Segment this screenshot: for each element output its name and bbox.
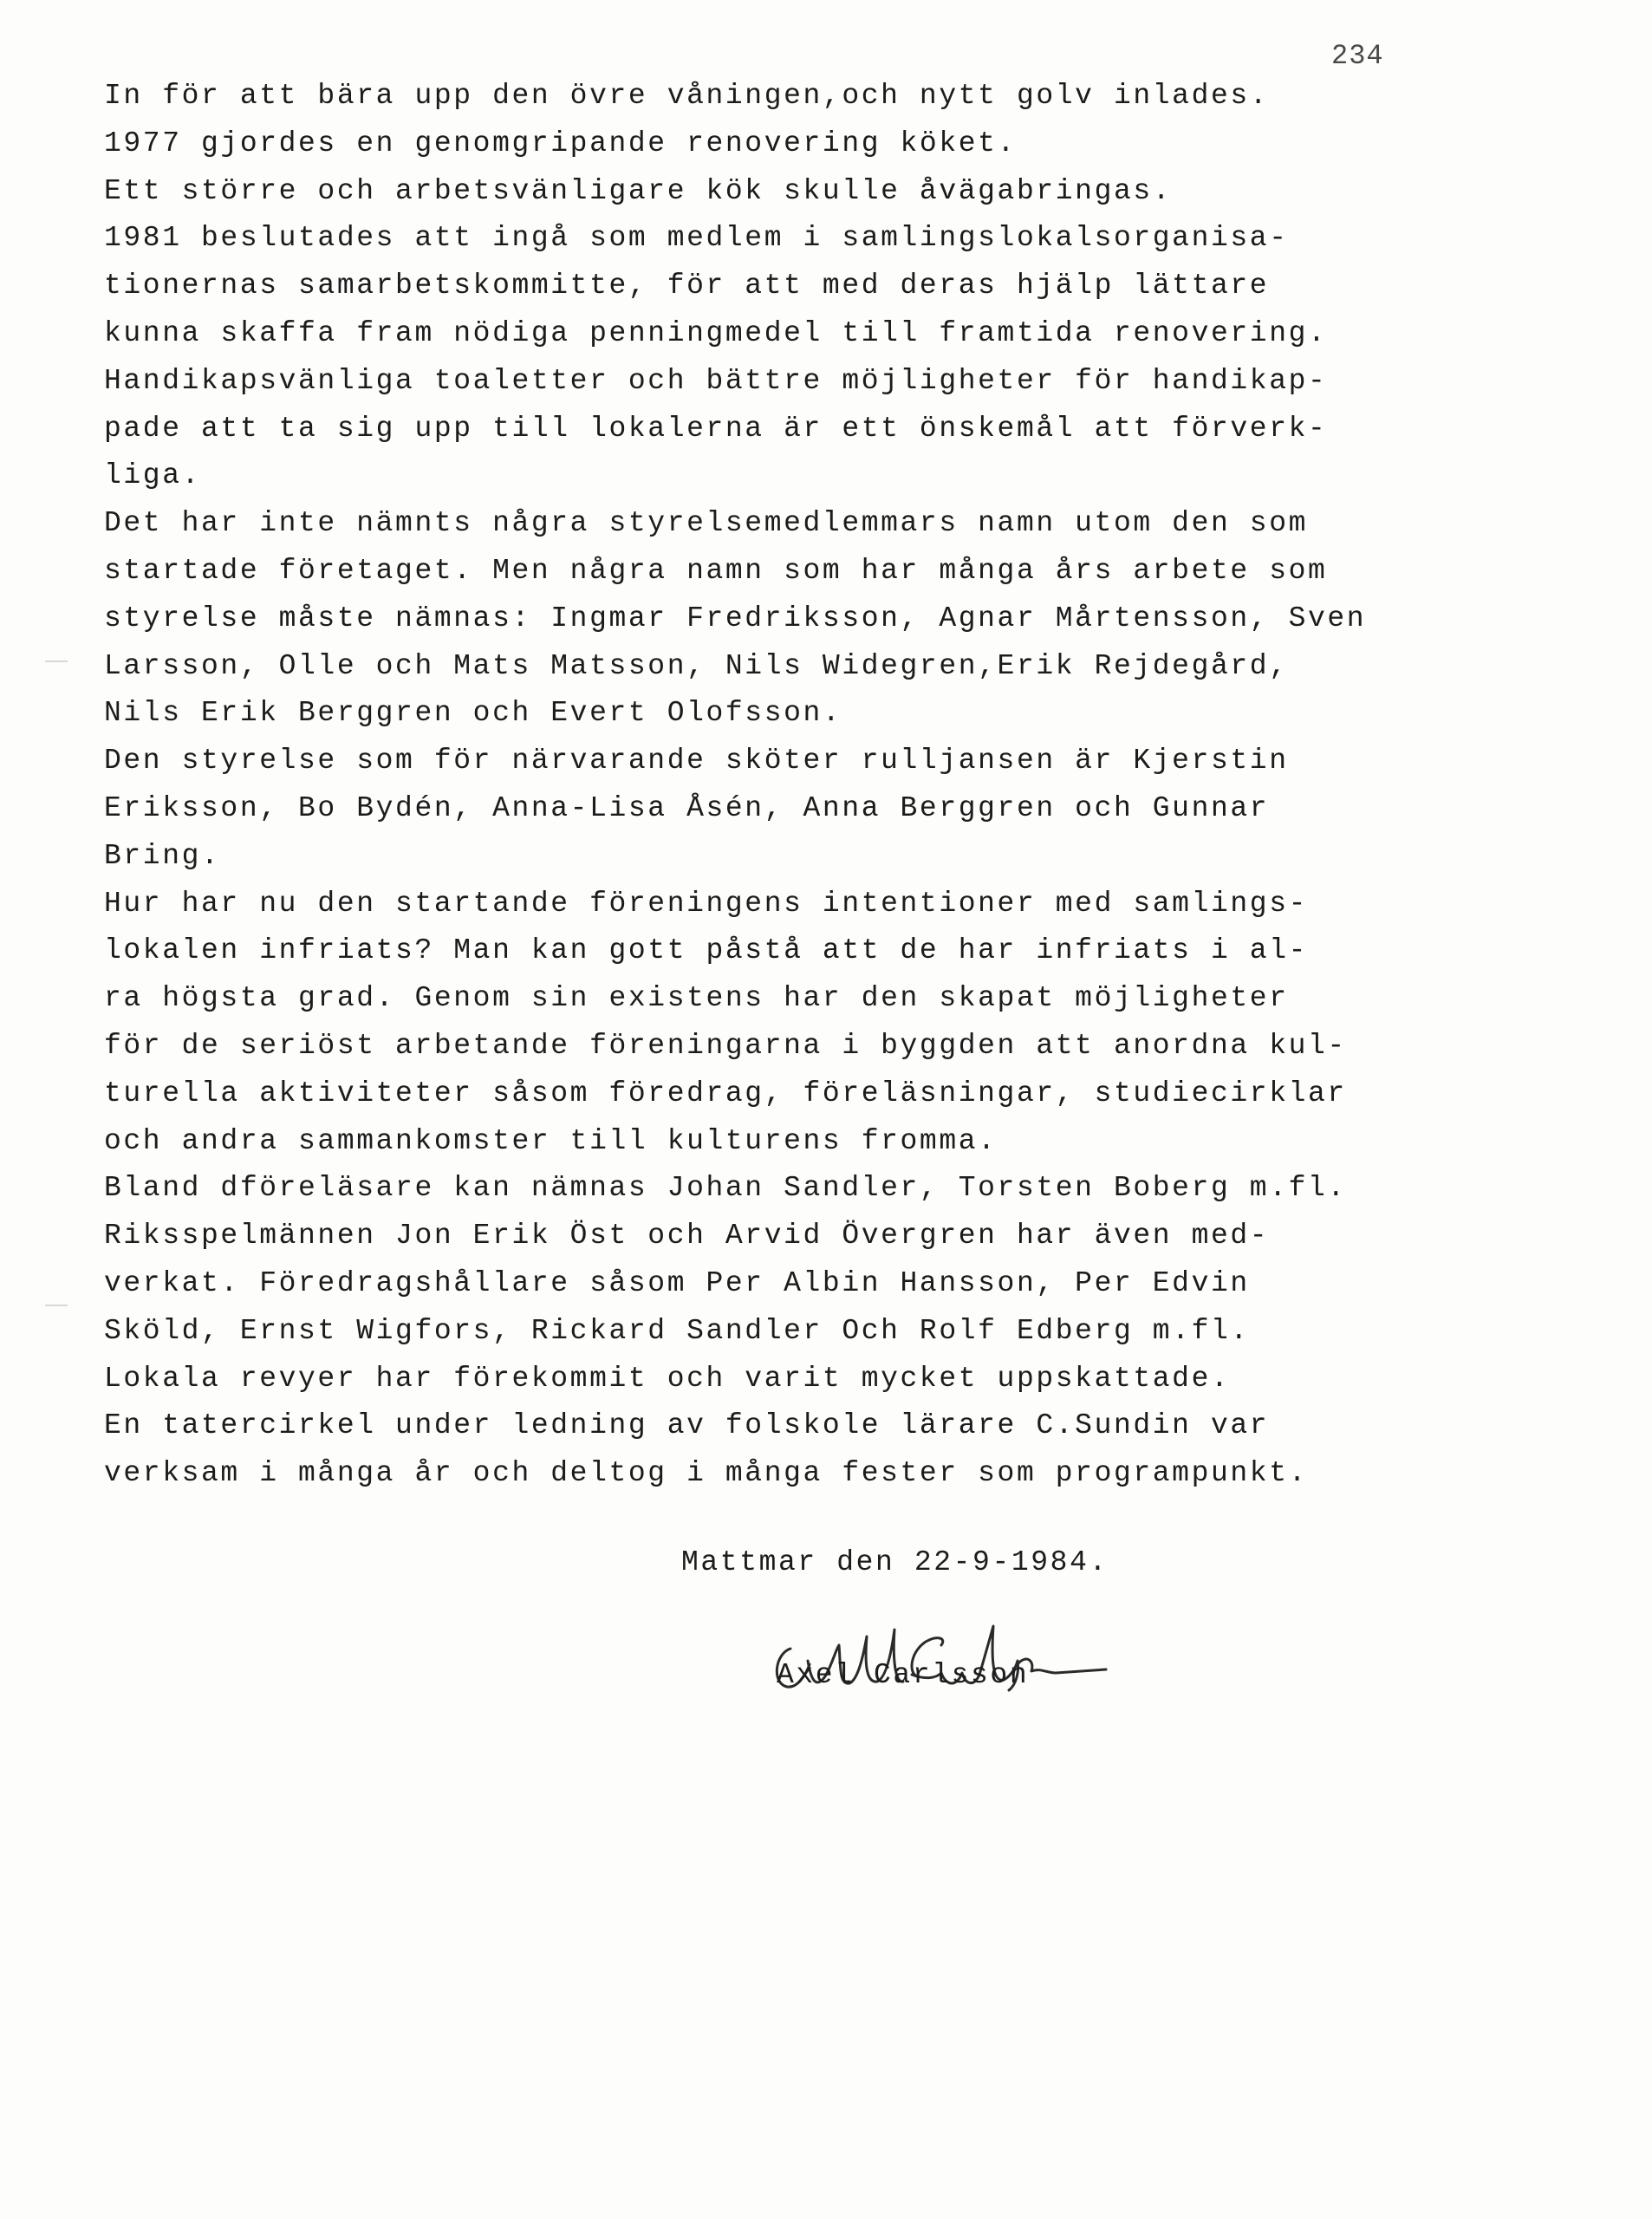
text-line: Den styrelse som för närvarande sköter rulljansen är Kjerstin <box>104 745 1289 778</box>
text-line: 1981 beslutades att ingå som medlem i samlingslokalsorganisa- <box>104 222 1289 255</box>
typed-body-text <box>104 73 1595 1498</box>
text-line: ra högsta grad. Genom sin existens har den skapat möjligheter <box>104 982 1289 1015</box>
text-line: 1977 gjordes en genomgripande renovering köket. <box>104 127 1017 159</box>
text-line: Sköld, Ernst Wigfors, Rickard Sandler Och Rolf Edberg m.fl. <box>104 1314 1250 1347</box>
text-line: styrelse måste nämnas: Ingmar Fredriksson, Agnar Mårtensson, Sven <box>104 602 1367 634</box>
text-line: Bring. <box>104 839 221 872</box>
place-date: Mattmar den 22-9-1984. <box>681 1546 1109 1578</box>
text-line: verksam i många år och deltog i många fester som programpunkt. <box>104 1457 1308 1490</box>
text-line: Handikapsvänliga toaletter och bättre möjligheter för handikap- <box>104 364 1328 397</box>
text-line: Nils Erik Berggren och Evert Olofsson. <box>104 697 842 730</box>
binder-hole-mark <box>45 1305 68 1306</box>
text-line: liga. <box>104 459 202 492</box>
text-line: lokalen infriats? Man kan gott påstå att de har infriats i al- <box>104 934 1308 967</box>
text-line: Det har inte nämnts några styrelsemedlemmars namn utom den som <box>104 507 1308 540</box>
text-line: Hur har nu den startande föreningens intentioner med samlings- <box>104 887 1308 920</box>
text-line: In för att bära upp den övre våningen,och nytt golv inlades. <box>104 80 1270 112</box>
text-line: Ett större och arbetsvänligare kök skulle åvägabringas. <box>104 174 1173 207</box>
text-line: Eriksson, Bo Bydén, Anna-Lisa Åsén, Anna Berggren och Gunnar <box>104 791 1270 824</box>
text-line: startade företaget. Men några namn som har många års arbete som <box>104 554 1328 587</box>
text-line: tionernas samarbetskommitte, för att med deras hjälp lättare <box>104 270 1270 303</box>
text-line: för de seriöst arbetande föreningarna i byggden att anordna kul- <box>104 1029 1347 1062</box>
text-line: kunna skaffa fram nödiga penningmedel till framtida renovering. <box>104 316 1328 349</box>
text-line: pade att ta sig upp till lokalerna är ett önskemål att förverk- <box>104 412 1328 445</box>
text-line: Bland dföreläsare kan nämnas Johan Sandler, Torsten Boberg m.fl. <box>104 1172 1347 1205</box>
text-line: och andra sammankomster till kulturens fromma. <box>104 1124 998 1157</box>
text-line: Larsson, Olle och Mats Matsson, Nils Widegren,Erik Rejdegård, <box>104 649 1289 682</box>
text-line: Riksspelmännen Jon Erik Öst och Arvid Övergren har även med- <box>104 1220 1270 1253</box>
binder-hole-mark <box>45 660 68 662</box>
text-line: En tatercirkel under ledning av folskole lärare C.Sundin var <box>104 1409 1270 1442</box>
text-line: turella aktiviteter såsom föredrag, föreläsningar, studiecirklar <box>104 1077 1347 1110</box>
signer-name: Axel Carlsson <box>777 1659 1030 1691</box>
text-line: verkat. Föredragshållare såsom Per Albin Hansson, Per Edvin <box>104 1266 1250 1299</box>
text-line: Lokala revyer har förekommit och varit mycket uppskattade. <box>104 1362 1231 1395</box>
page-number: 234 <box>1331 40 1384 72</box>
